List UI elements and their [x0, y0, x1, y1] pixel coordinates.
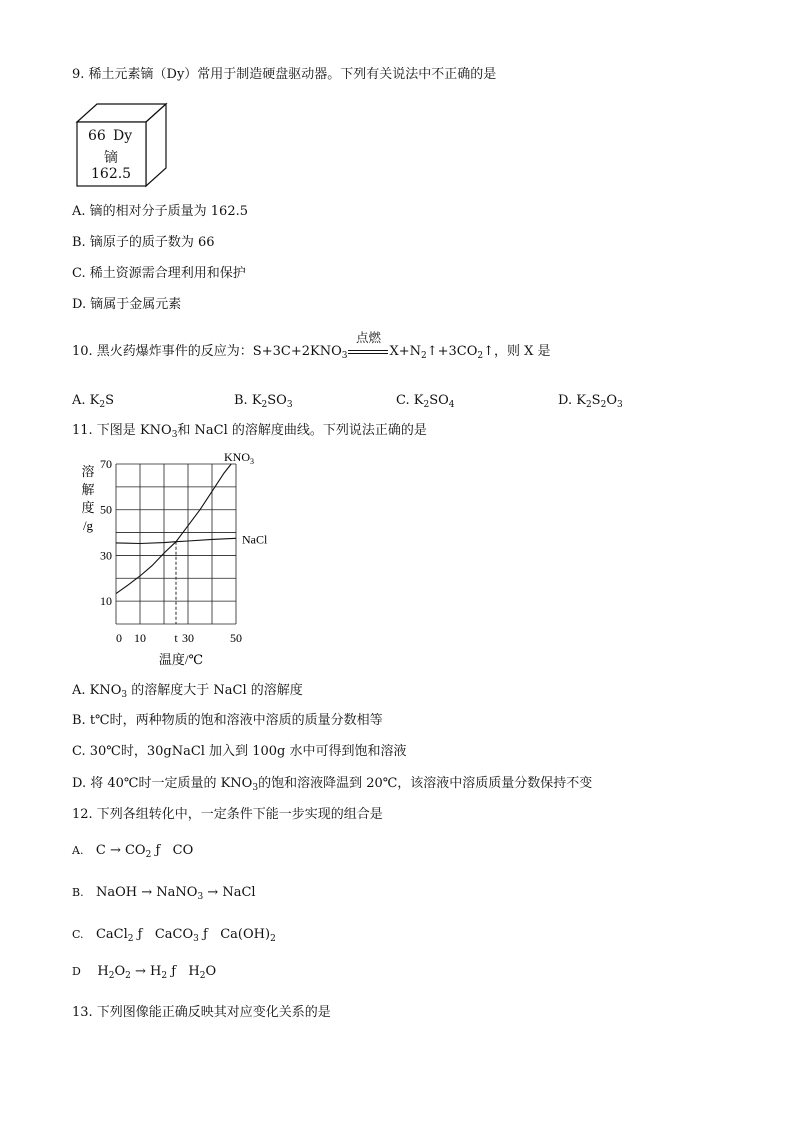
- q9-option-d: D. 镝属于金属元素: [72, 297, 182, 312]
- q12-c-s3: 2: [270, 934, 276, 944]
- y-tick-label: 70: [100, 457, 112, 471]
- q12-c-p2: ƒ CaCO: [133, 927, 194, 942]
- q12-c-letter: C.: [72, 928, 84, 941]
- q12-option-c: [72, 926, 276, 944]
- x-tick-label: 50: [230, 631, 242, 645]
- element-atomic-number: 66: [88, 128, 106, 144]
- q10-gas-arrow: ↑+3CO: [426, 344, 478, 359]
- q11-option-a: [72, 682, 303, 700]
- q11-option-b: B. t℃时，两种物质的饱和溶液中溶质的质量分数相等: [72, 713, 383, 728]
- q12-d-p3: → H: [130, 964, 162, 979]
- q10-b-tail: SO: [267, 393, 287, 408]
- q10-a-sub: 2: [99, 400, 106, 410]
- q10-b-sub1: 2: [261, 400, 268, 410]
- y-axis-label-char: 溶: [81, 464, 95, 479]
- y-axis-label-char: 度: [81, 500, 95, 515]
- q11-option-d: [72, 775, 592, 793]
- q13-stem: 13. 下列图像能正确反映其对应变化关系的是: [72, 1005, 331, 1020]
- q9-option-b: B. 镝原子的质子数为 66: [72, 235, 215, 250]
- q11-d-sub: 3: [252, 783, 259, 793]
- q12-a-s1: 2: [145, 850, 152, 860]
- x-tick-label: 10: [134, 631, 146, 645]
- q10-d-tail: S: [591, 393, 601, 408]
- equals-sign-icon: [348, 350, 388, 354]
- q12-d-p5: O: [205, 964, 217, 979]
- q12-d-letter: D: [72, 965, 81, 978]
- q10-d-tail2: O: [606, 393, 617, 408]
- q10-stem: [72, 330, 551, 361]
- q12-c-p1: CaCl: [95, 927, 128, 942]
- q10-option-a: [72, 392, 114, 410]
- q10-products: X+N: [389, 344, 421, 359]
- solubility-chart: [72, 448, 292, 678]
- q12-d-s2: 2: [125, 971, 131, 981]
- q10-kno3-subscript: 3: [341, 351, 348, 361]
- x-tick-label: 30: [182, 631, 194, 645]
- reaction-condition: [347, 330, 389, 361]
- element-atomic-mass: 162.5: [91, 166, 132, 182]
- q10-c-sub1: 2: [423, 400, 430, 410]
- q11-option-c: C. 30℃时，30gNaCl 加入到 100g 水中可得到饱和溶液: [72, 744, 407, 759]
- q11-stem-b: 和 NaCl 的溶解度曲线。下列说法正确的是: [177, 423, 427, 438]
- q12-d-p1: H: [97, 964, 109, 979]
- y-tick-label: 50: [100, 502, 112, 517]
- y-axis-label-char: 解: [81, 482, 95, 497]
- q10-b-text: B. K: [234, 393, 262, 408]
- y-axis-label-char: /g: [82, 518, 94, 533]
- q11-a-tail: 的溶解度大于 NaCl 的溶解度: [127, 683, 303, 698]
- q12-b-p1: NaOH → NaNO: [96, 885, 198, 900]
- q10-option-c: [396, 392, 455, 410]
- series-label-kno3-sub: 3: [250, 457, 254, 466]
- series-label-kno3: [224, 450, 254, 466]
- x-tick-label: 0: [116, 631, 122, 645]
- q12-stem: 12. 下列各组转化中，一定条件下能一步实现的组合是: [72, 807, 383, 822]
- q12-option-a: [72, 842, 193, 860]
- element-symbol: Dy: [113, 128, 133, 144]
- q9-option-a: A. 镝的相对分子质量为 162.5: [72, 204, 249, 219]
- series-label-nacl: NaCl: [242, 532, 268, 547]
- q9-option-c: C. 稀土资源需合理利用和保护: [72, 266, 246, 281]
- q12-c-p3: ƒ Ca(OH): [198, 927, 271, 942]
- q12-d-s4: 2: [199, 971, 206, 981]
- x-tick-label: t: [174, 631, 178, 645]
- reaction-condition-label: 点燃: [355, 330, 381, 345]
- x-axis-label: 温度/℃: [158, 652, 204, 667]
- q12-d-p4: ƒ H: [167, 964, 200, 979]
- q11-d-text: D. 将 40℃时一定质量的 KNO: [72, 776, 253, 791]
- q10-stem-prefix: 10. 黑火药爆炸事件的反应为：S+3C+2KNO: [72, 344, 342, 359]
- q10-d-sub2: 2: [600, 400, 607, 410]
- q10-c-tail: SO: [429, 393, 449, 408]
- q12-d-s3: 2: [161, 971, 168, 981]
- q12-b-p2: → NaCl: [203, 885, 256, 900]
- q10-d-text: D. K: [558, 393, 586, 408]
- q11-a-text: A. KNO: [72, 683, 122, 698]
- q9-stem: 9. 稀土元素镝（Dy）常用于制造硬盘驱动器。下列有关说法中不正确的是: [72, 67, 497, 82]
- q10-c-text: C. K: [396, 393, 424, 408]
- q11-stem-sub: 3: [171, 430, 178, 440]
- y-tick-label: 10: [100, 594, 112, 609]
- q11-stem: [72, 422, 427, 440]
- q10-option-b: [234, 392, 293, 410]
- q11-d-tail: 的饱和溶液降温到 20℃，该溶液中溶质质量分数保持不变: [258, 776, 593, 791]
- q10-co2-subscript: 2: [477, 351, 484, 361]
- q11-a-sub: 3: [121, 690, 128, 700]
- series-label-kno3-main: KNO: [224, 450, 250, 464]
- q10-d-sub3: 3: [616, 400, 623, 410]
- q10-d-sub1: 2: [585, 400, 592, 410]
- q10-a-text: A. K: [72, 393, 100, 408]
- q12-a-p1: C → CO: [95, 843, 146, 858]
- q12-d-s1: 2: [108, 971, 115, 981]
- q11-stem-a: 11. 下图是 KNO: [72, 423, 172, 438]
- q12-a-letter: A.: [72, 844, 84, 857]
- q12-option-d: [72, 963, 216, 981]
- q12-d-p2: O: [114, 964, 126, 979]
- q12-a-p2: ƒ CO: [151, 843, 194, 858]
- q10-b-sub2: 3: [286, 400, 293, 410]
- y-tick-label: 30: [100, 548, 112, 563]
- q12-b-s1: 3: [197, 892, 204, 902]
- q12-b-letter: B.: [72, 886, 84, 899]
- q10-a-tail: S: [105, 393, 115, 408]
- q12-option-b: [72, 884, 256, 902]
- q10-c-sub2: 4: [448, 400, 455, 410]
- q12-c-s1: 2: [127, 934, 134, 944]
- q12-c-s2: 3: [193, 934, 199, 944]
- series-line-kno3: [116, 464, 231, 594]
- q10-n2-subscript: 2: [421, 351, 427, 361]
- element-name: 镝: [104, 150, 118, 166]
- q10-stem-suffix: ↑，则 X 是: [483, 344, 551, 359]
- q10-option-d: [558, 392, 623, 410]
